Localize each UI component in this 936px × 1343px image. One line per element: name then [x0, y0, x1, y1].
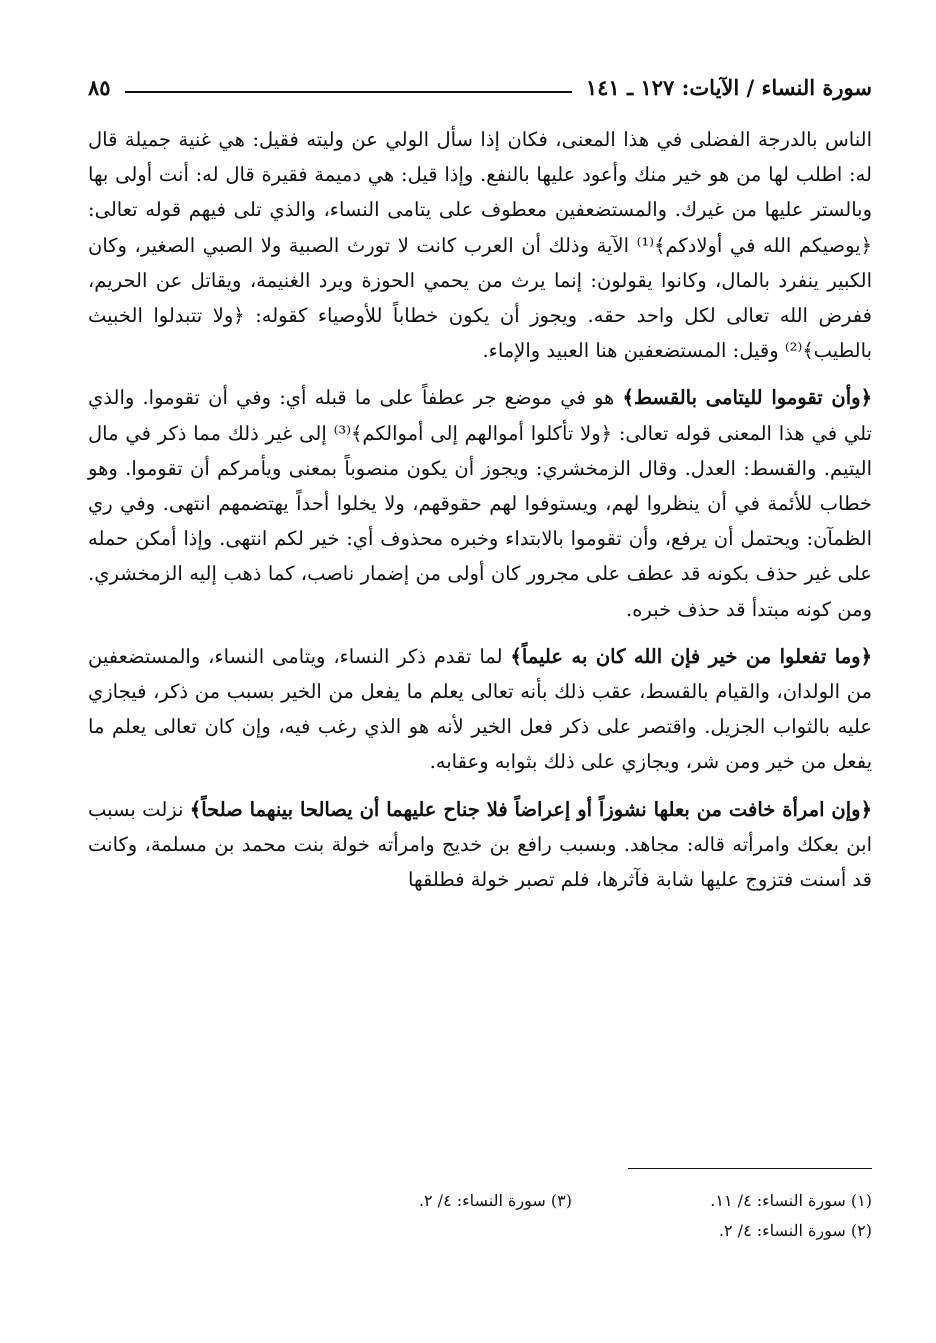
page-header [88, 66, 872, 100]
header-rule [125, 91, 572, 93]
paragraph-lead: ﴿وإن امرأة خافت من بعلها نشوزاً أو إعراضاً فلا جناح عليهما أن يصالحا بينهما صلحاً﴾ [189, 797, 872, 821]
paragraph [88, 122, 872, 368]
paragraph-text: هو في موضع جر عطفاً على ما قبله أي: وفي أن تقوموا. والذي تلي في هذا المعنى قوله تعالى: ﴿ولا تأكلوا أموالهم إلى أموالكم﴾⁽³⁾ إلى غير ذلك مما ذكر في مال اليتيم. والقسط: العدل. وقال الزمخشري: ويجوز أن يكون منصوباً بمعنى ويأمركم أن تقوموا. وهو خطاب للأئمة في أن ينظروا لهم، ويستوفوا لهم حقوقهم، ولا يخلوا أحداً يهتضمهم انتهى. وفي ري الظمآن: ويحتمل أن يرفع، وأن تقوموا بالابتداء وخبره محذوف أي: خير لكم انتهى. وإذا أمكن حمله على غير حذف بكونه قد عطف على مجرور كان أولى من إضمار ناصب، كما ذهب إليه الزمخشري. ومن كونه مبتدأ قد حذف خبره. [88, 386, 872, 621]
body-text [88, 122, 872, 909]
running-title: سورة النساء / الآيات: ١٢٧ ـ ١٤١ [585, 75, 872, 100]
paragraph [88, 639, 872, 780]
footnote-row [88, 1216, 872, 1246]
footnotes [88, 1186, 872, 1246]
page-number: ٨٥ [88, 75, 111, 100]
footnote-3: (٣) سورة النساء: ٤/ ٢. [418, 1191, 572, 1210]
paragraph-text: لما تقدم ذكر النساء، ويتامى النساء، والمستضعفين من الولدان، والقيام بالقسط، عقب ذلك بأنه تعالى يعلم ما يفعل من الخير بسبب من ذكر، فيجازي عليه بالثواب الجزيل. واقتصر على ذكر فعل الخير لأنه هو الذي رغب فيه، وإن كان تعالى يعلم ما يفعل من خير ومن شر، ويجازي على ذلك بثوابه وعقابه. [88, 644, 872, 774]
paragraph-text: الناس بالدرجة الفضلى في هذا المعنى، فكان إذا سأل الولي عن وليته فقيل: هي غنية جميلة قال له: اطلب لها من هو خير منك وأعود عليها بالنفع. وإذا قيل: هي دميمة فقيرة قال له: أنت أولى بها وبالستر عليها من غيرك. والمستضعفين معطوف على يتامى النساء، والذي تلى فيهم قوله تعالى: ﴿يوصيكم الله في أولادكم﴾⁽¹⁾ الآية وذلك أن العرب كانت لا تورث الصبية ولا الصبي الصغير، وكان الكبير ينفرد بالمال، وكانوا يقولون: إنما يرث من يحمي الحوزة ويرد الغنيمة، ويقاتل عن الحريم، ففرض الله تعالى لكل واحد حقه. ويجوز أن يكون خطاباً للأوصياء كقوله: ﴿ولا تتبدلوا الخبيث بالطيب﴾⁽²⁾ وقيل: المستضعفين هنا العبيد والإماء. [88, 128, 872, 363]
footnote-rule [628, 1168, 872, 1169]
footnote-1: (١) سورة النساء: ٤/ ١١. [710, 1191, 872, 1210]
paragraph [88, 792, 872, 898]
footnote-2: (٢) سورة النساء: ٤/ ٢. [718, 1221, 872, 1240]
footnote-row [88, 1186, 872, 1216]
paragraph [88, 380, 872, 626]
paragraph-lead: ﴿وأن تقوموا لليتامى بالقسط﴾ [622, 386, 873, 410]
paragraph-text: نزلت بسبب ابن بعكك وامرأته قاله: مجاهد. وبسبب رافع بن خديج وامرأته خولة بنت محمد بن مسلمة، وكانت قد أسنت فتزوج عليها شابة فآثرها، فلم تصبر خولة فطلقها [88, 797, 872, 892]
paragraph-lead: ﴿وما تفعلوا من خير فإن الله كان به عليماً﴾ [510, 644, 872, 668]
